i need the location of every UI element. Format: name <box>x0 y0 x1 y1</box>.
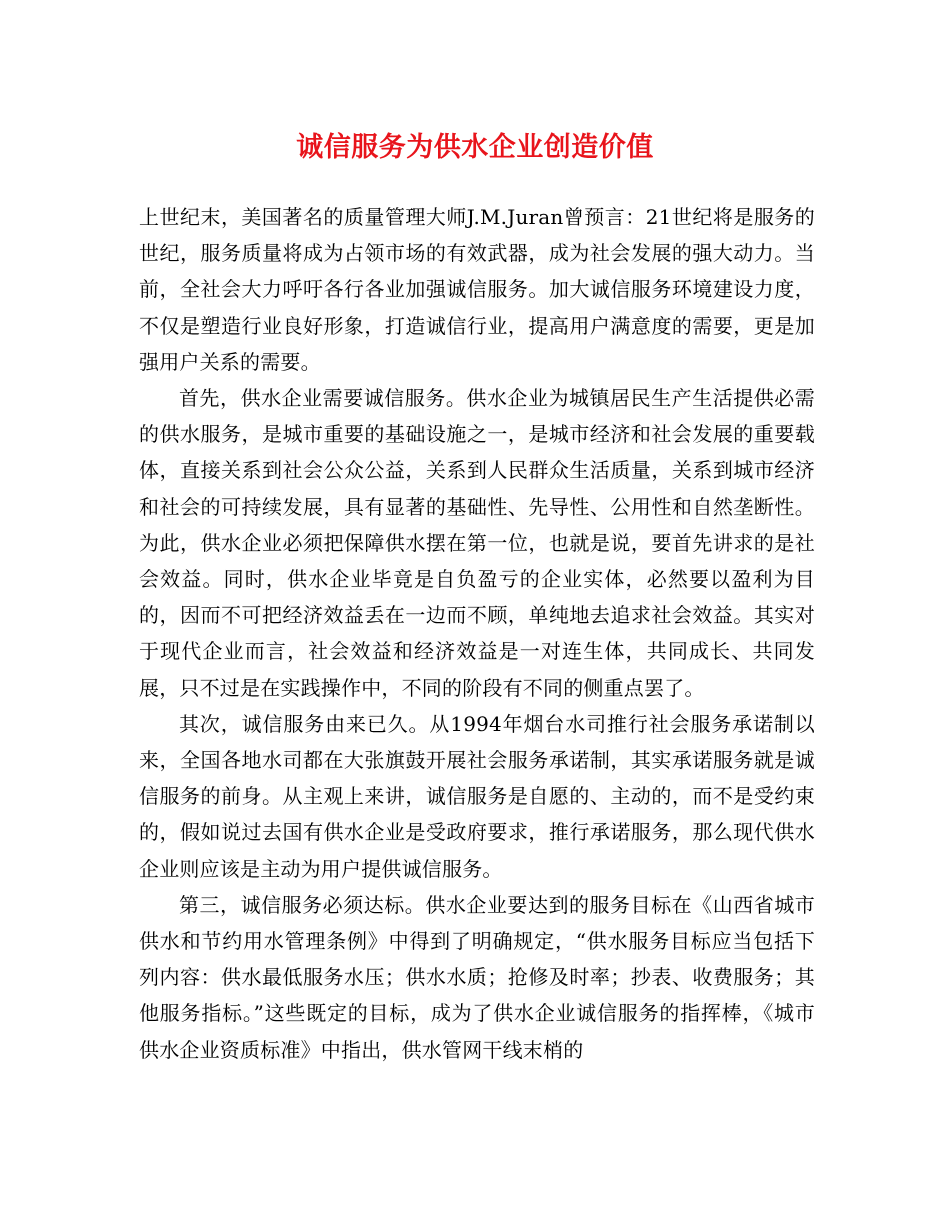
paragraph-third: 第三，诚信服务必须达标。供水企业要达到的服务目标在《山西省城市供水和节约用水管理条例》中得到了明确规定，“供水服务目标应当包括下列内容：供水最低服务水压；供水水质；抢修及时率；抄表、收费服务；其他服务指标。”这些既定的目标，成为了供水企业诚信服务的指挥棒，《城市供水企业资质标准》中指出，供水管网干线末梢的 <box>139 892 815 1062</box>
paragraph-first: 首先，供水企业需要诚信服务。供水企业为城镇居民生产生活提供必需的供水服务，是城市重要的基础设施之一，是城市经济和社会发展的重要载体，直接关系到社会公众公益，关系到人民群众生活质量，关系到城市经济和社会的可持续发展，具有显著的基础性、先导性、公用性和自然垄断性。为此，供水企业必须把保障供水摆在第一位，也就是说，要首先讲求的是社会效益。同时，供水企业毕竟是自负盈亏的企业实体，必然要以盈利为目的，因而不可把经济效益丢在一边而不顾，单纯地去追求社会效益。其实对于现代企业而言，社会效益和经济效益是一对连生体，共同成长、共同发展，只不过是在实践操作中，不同的阶段有不同的侧重点罢了。 <box>139 386 815 700</box>
document-title: 诚信服务为供水企业创造价值 <box>296 132 654 163</box>
document-body <box>139 199 815 1068</box>
paragraph-intro: 上世纪末，美国著名的质量管理大师J.M.Juran曾预言：21世纪将是服务的世纪，服务质量将成为占领市场的有效武器，成为社会发展的强大动力。当前，全社会大力呼吁各行各业加强诚信服务。加大诚信服务环境建设力度，不仅是塑造行业良好形象，打造诚信行业，提高用户满意度的需要，更是加强用户关系的需要。 <box>139 205 815 374</box>
paragraph-second: 其次，诚信服务由来已久。从1994年烟台水司推行社会服务承诺制以来，全国各地水司都在大张旗鼓开展社会服务承诺制，其实承诺服务就是诚信服务的前身。从主观上来讲，诚信服务是自愿的、主动的，而不是受约束的，假如说过去国有供水企业是受政府要求，推行承诺服务，那么现代供水企业则应该是主动为用户提供诚信服务。 <box>139 711 815 881</box>
